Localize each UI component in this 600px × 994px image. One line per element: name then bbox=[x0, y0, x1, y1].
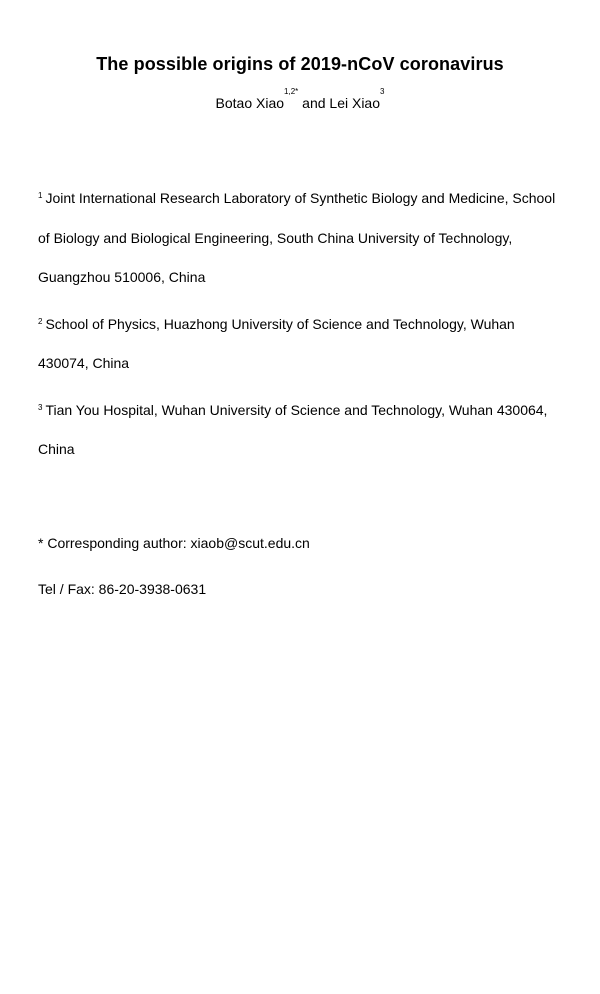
author-name: Lei Xiao bbox=[329, 95, 380, 111]
affiliation-text: 430074, China bbox=[38, 355, 130, 371]
author-line bbox=[0, 87, 600, 112]
affiliation-1-line-2 bbox=[38, 229, 512, 247]
affiliation-2-line-2 bbox=[38, 354, 129, 372]
affiliation-2-line-1 bbox=[38, 315, 515, 333]
affiliation-number: 2 bbox=[38, 317, 43, 326]
tel-fax: Tel / Fax: 86-20-3938-0631 bbox=[38, 581, 207, 597]
affiliation-3-line-1 bbox=[38, 401, 547, 419]
author-name: Botao Xiao bbox=[215, 95, 285, 111]
affiliation-number: 3 bbox=[38, 403, 43, 412]
author-affiliation-marker: 1,2* bbox=[284, 87, 299, 96]
affiliation-1-line-3 bbox=[38, 268, 205, 286]
paper-title: The possible origins of 2019-nCoV coronavirus bbox=[96, 54, 504, 74]
affiliation-text: School of Physics, Huazhong University of Science and Technology, Wuhan bbox=[45, 316, 515, 332]
affiliation-text: China bbox=[38, 441, 75, 457]
affiliation-text: of Biology and Biological Engineering, South China University of Technology, bbox=[38, 230, 513, 246]
affiliation-number: 1 bbox=[38, 191, 43, 200]
corresponding-author: * Corresponding author: xiaob@scut.edu.cn bbox=[38, 535, 310, 551]
affiliation-text: Tian You Hospital, Wuhan University of Science and Technology, Wuhan 430064, bbox=[45, 402, 548, 418]
affiliation-text: Joint International Research Laboratory of Synthetic Biology and Medicine, School bbox=[45, 190, 556, 206]
author-connector: and bbox=[302, 95, 326, 111]
affiliation-3-line-2 bbox=[38, 440, 75, 458]
author-affiliation-marker: 3 bbox=[380, 87, 385, 96]
affiliation-1-line-1 bbox=[38, 189, 555, 207]
affiliation-text: Guangzhou 510006, China bbox=[38, 269, 206, 285]
